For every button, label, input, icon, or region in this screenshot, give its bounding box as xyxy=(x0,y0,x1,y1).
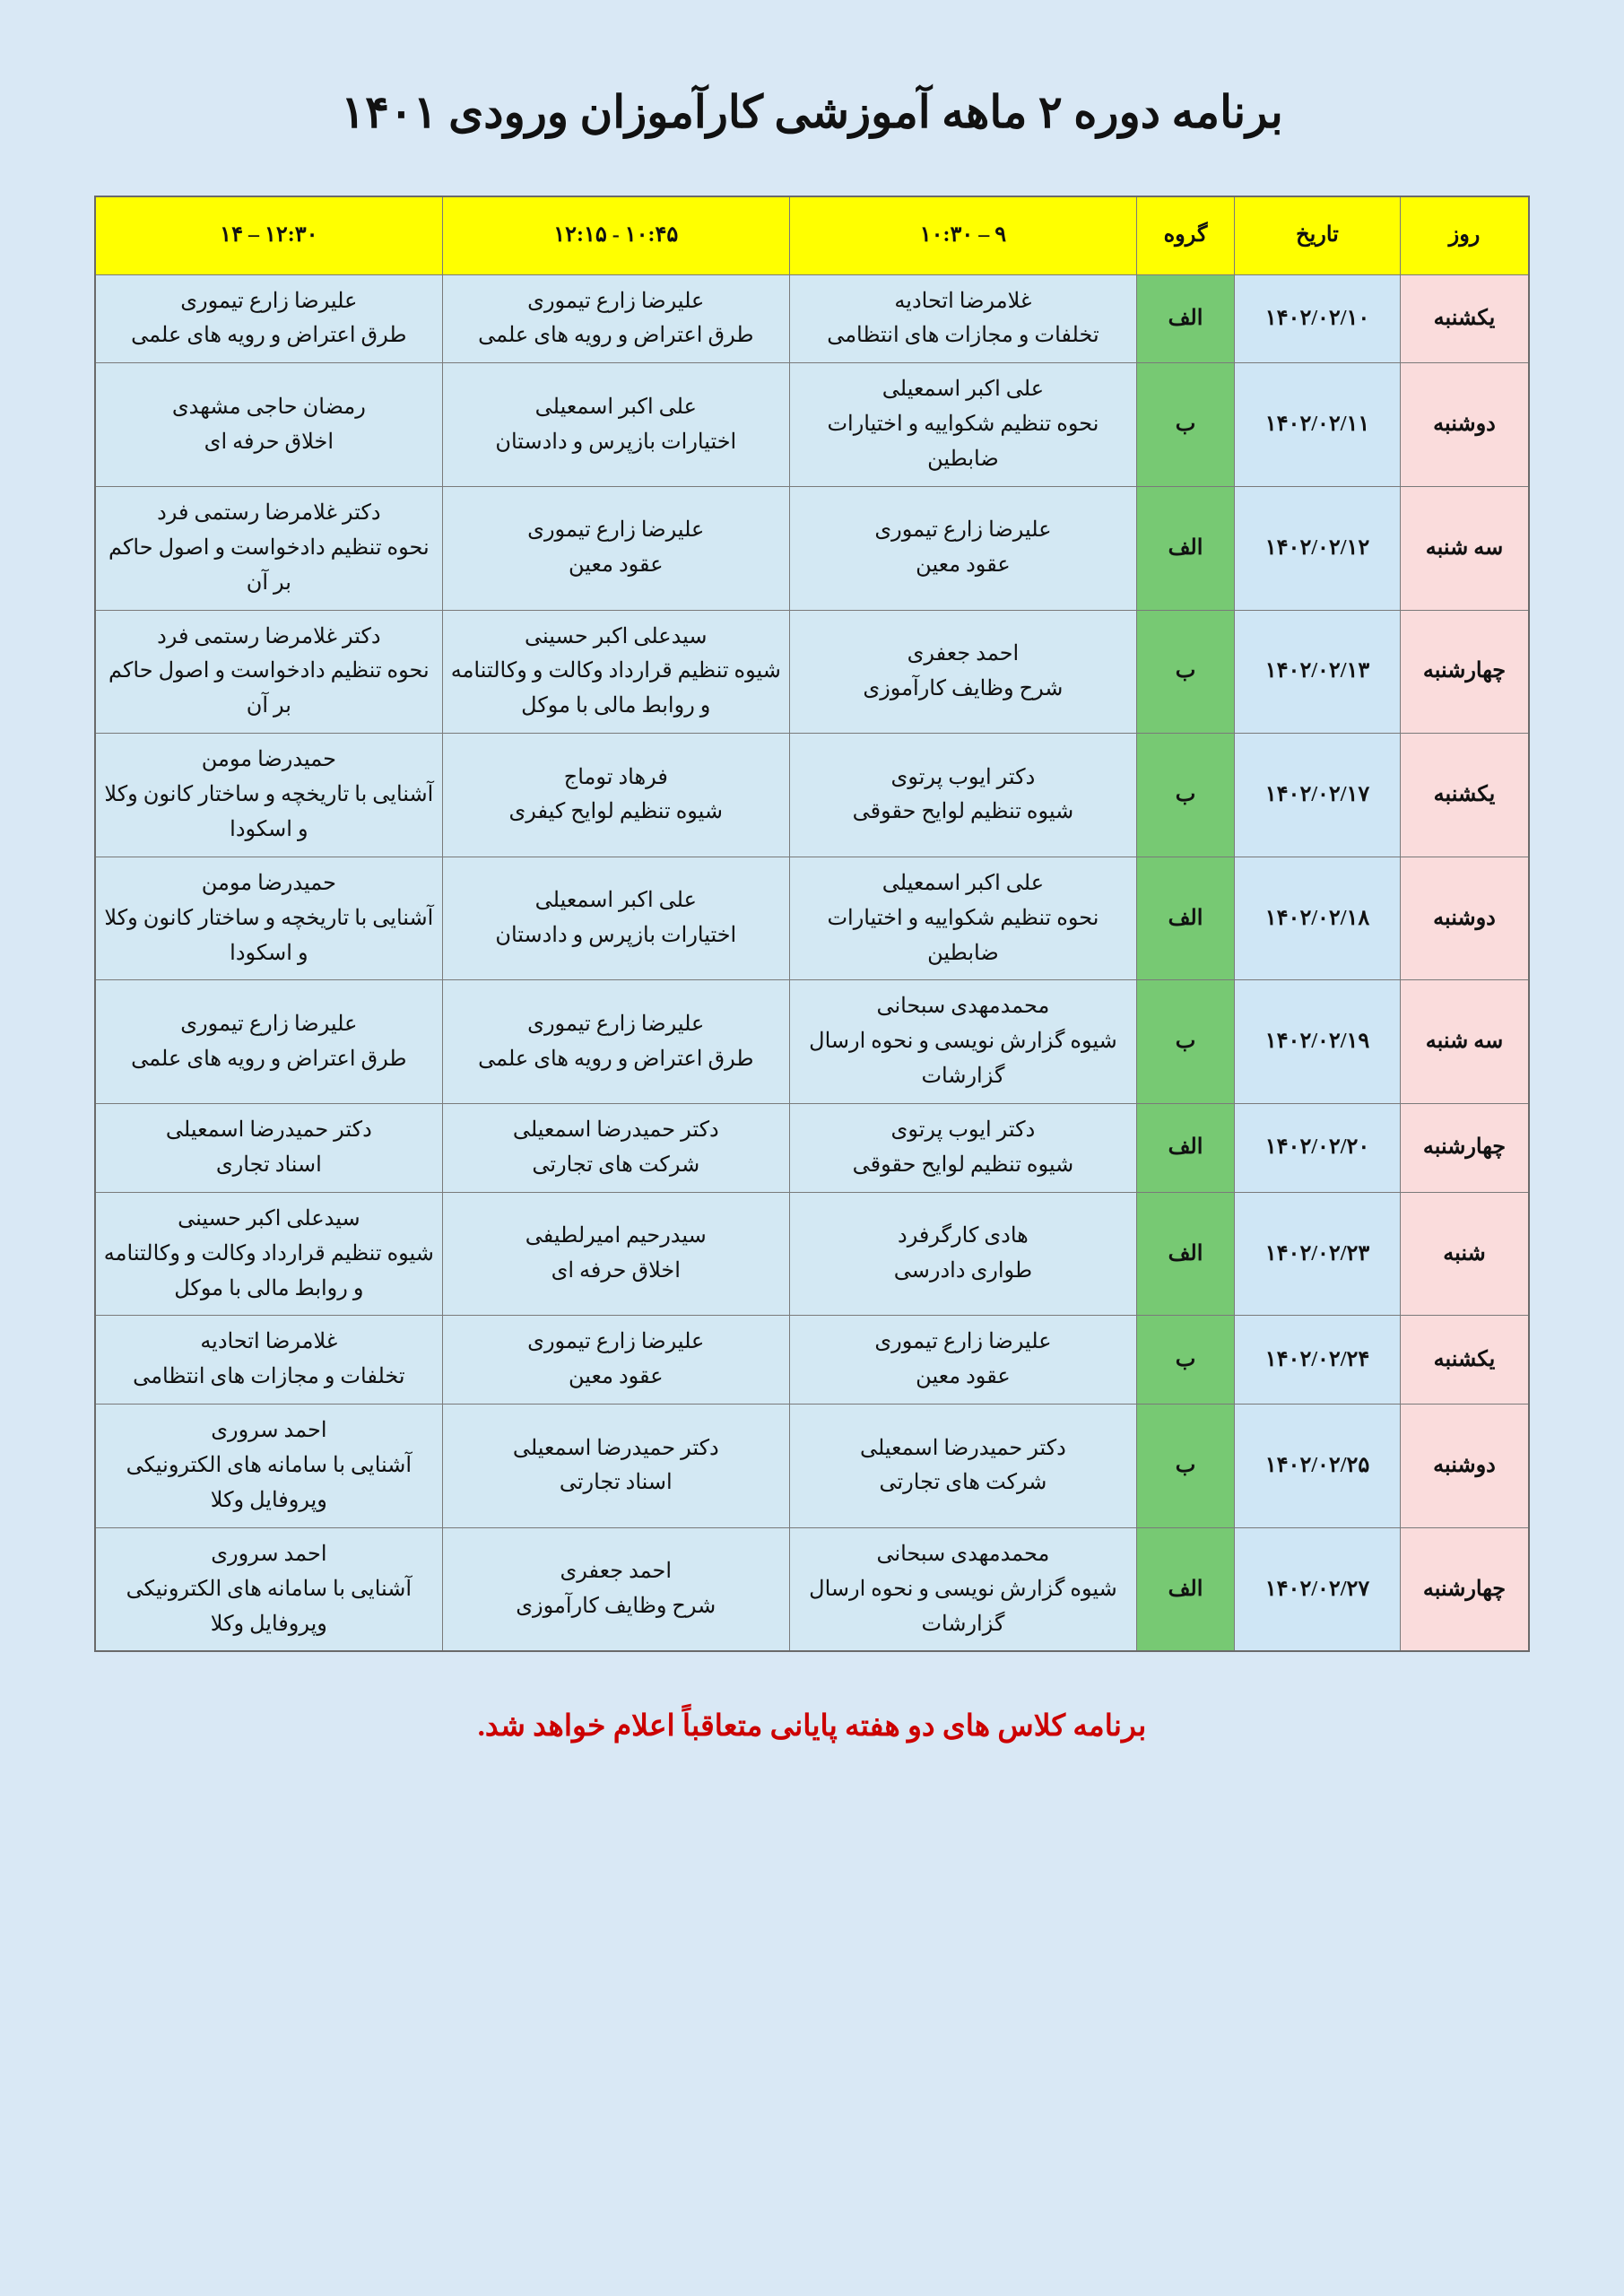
session-topic: شیوه تنظیم قرارداد وکالت و وکالتنامه و روابط مالی با موکل xyxy=(103,1241,434,1300)
session-topic: طرق اعتراض و رویه های علمی xyxy=(131,1047,407,1071)
cell-group: الف xyxy=(1137,1527,1235,1651)
session-teacher: دکتر حمیدرضا اسمعیلی xyxy=(165,1118,372,1142)
cell-session-1 xyxy=(789,1104,1136,1193)
cell-session-3 xyxy=(95,1104,442,1193)
session-teacher: علیرضا زارع تیموری xyxy=(874,518,1052,543)
cell-day: یکشنبه xyxy=(1401,274,1530,363)
session-topic: عقود معین xyxy=(569,553,664,578)
cell-day: شنبه xyxy=(1401,1192,1530,1316)
column-header-date: تاریخ xyxy=(1235,196,1401,275)
cell-day: یکشنبه xyxy=(1401,1316,1530,1405)
session-teacher: محمدمهدی سبحانی xyxy=(876,995,1050,1019)
session-teacher: حمیدرضا مومن xyxy=(201,871,336,895)
cell-session-2 xyxy=(442,980,789,1104)
session-topic: اسناد تجارتی xyxy=(559,1471,673,1495)
cell-date: ۱۴۰۲/۰۲/۱۳ xyxy=(1235,610,1401,734)
session-teacher: علیرضا زارع تیموری xyxy=(180,289,358,313)
session-teacher: دکتر غلامرضا رستمی فرد xyxy=(157,624,381,648)
cell-group: الف xyxy=(1137,1192,1235,1316)
table-row xyxy=(95,857,1529,980)
session-topic: طرق اعتراض و رویه های علمی xyxy=(478,1047,754,1071)
table-row xyxy=(95,610,1529,734)
cell-session-2 xyxy=(442,857,789,980)
session-topic: طرق اعتراض و رویه های علمی xyxy=(478,324,754,348)
cell-group: ب xyxy=(1137,610,1235,734)
session-topic: شیوه تنظیم قرارداد وکالت و وکالتنامه و روابط مالی با موکل xyxy=(450,659,781,718)
cell-session-3 xyxy=(95,1405,442,1528)
cell-date: ۱۴۰۲/۰۲/۱۸ xyxy=(1235,857,1401,980)
session-topic: شرکت های تجارتی xyxy=(879,1471,1047,1495)
table-row xyxy=(95,734,1529,857)
cell-session-2 xyxy=(442,734,789,857)
cell-session-1 xyxy=(789,857,1136,980)
session-topic: آشنایی با تاریخچه و ساختار کانون وکلا و اسکودا xyxy=(104,783,434,841)
session-teacher: علیرضا زارع تیموری xyxy=(180,1012,358,1036)
cell-group: ب xyxy=(1137,980,1235,1104)
session-topic: نحوه تنظیم شکواییه و اختیارات ضابطین xyxy=(827,413,1099,471)
cell-session-1 xyxy=(789,1192,1136,1316)
session-teacher: سیدرحیم امیرلطیفی xyxy=(525,1224,707,1248)
session-teacher: احمد جعفری xyxy=(907,641,1020,665)
cell-day: دوشنبه xyxy=(1401,857,1530,980)
session-topic: آشنایی با سامانه های الکترونیکی وپروفایل وکلا xyxy=(126,1454,413,1512)
cell-session-3 xyxy=(95,610,442,734)
session-teacher: سیدعلی اکبر حسینی xyxy=(178,1206,360,1231)
session-teacher: حمیدرضا مومن xyxy=(201,748,336,772)
table-row xyxy=(95,980,1529,1104)
cell-day: دوشنبه xyxy=(1401,363,1530,487)
cell-session-2 xyxy=(442,1104,789,1193)
session-topic: شرح وظایف کارآموزی xyxy=(863,676,1064,700)
session-topic: طواری دادرسی xyxy=(893,1259,1033,1283)
cell-session-3 xyxy=(95,1192,442,1316)
table-header xyxy=(95,196,1529,275)
table-row xyxy=(95,274,1529,363)
session-topic: شیوه تنظیم لوایح حقوقی xyxy=(852,1152,1074,1177)
session-teacher: دکتر حمیدرضا اسمعیلی xyxy=(512,1118,719,1142)
cell-session-3 xyxy=(95,274,442,363)
session-teacher: دکتر ایوب پرتوی xyxy=(890,765,1036,789)
table-row xyxy=(95,363,1529,487)
session-topic: اختیارات بازپرس و دادستان xyxy=(495,430,737,454)
session-topic: شرح وظایف کارآموزی xyxy=(516,1595,716,1619)
cell-date: ۱۴۰۲/۰۲/۲۳ xyxy=(1235,1192,1401,1316)
cell-session-2 xyxy=(442,486,789,610)
session-topic: شیوه تنظیم لوایح حقوقی xyxy=(852,800,1074,824)
table-row xyxy=(95,486,1529,610)
session-teacher: دکتر حمیدرضا اسمعیلی xyxy=(859,1436,1066,1460)
cell-session-3 xyxy=(95,1316,442,1405)
table-row xyxy=(95,1405,1529,1528)
session-teacher: علیرضا زارع تیموری xyxy=(527,1330,705,1354)
cell-session-3 xyxy=(95,857,442,980)
table-body xyxy=(95,274,1529,1651)
session-teacher: علیرضا زارع تیموری xyxy=(874,1330,1052,1354)
cell-date: ۱۴۰۲/۰۲/۲۵ xyxy=(1235,1405,1401,1528)
table-row xyxy=(95,1316,1529,1405)
cell-date: ۱۴۰۲/۰۲/۲۰ xyxy=(1235,1104,1401,1193)
session-teacher: سیدعلی اکبر حسینی xyxy=(525,624,708,648)
cell-session-2 xyxy=(442,1405,789,1528)
cell-session-1 xyxy=(789,734,1136,857)
footnote: برنامه کلاس های دو هفته پایانی متعاقباً اعلام خواهد شد. xyxy=(477,1710,1147,1744)
cell-date: ۱۴۰۲/۰۲/۱۲ xyxy=(1235,486,1401,610)
cell-date: ۱۴۰۲/۰۲/۲۷ xyxy=(1235,1527,1401,1651)
session-topic: شیوه تنظیم لوایح کیفری xyxy=(508,800,724,824)
schedule-table xyxy=(94,196,1530,1653)
session-topic: اخلاق حرفه ای xyxy=(204,430,334,454)
session-teacher: احمد سروری xyxy=(211,1419,327,1443)
session-topic: عقود معین xyxy=(569,1365,664,1389)
cell-date: ۱۴۰۲/۰۲/۱۰ xyxy=(1235,274,1401,363)
cell-session-2 xyxy=(442,610,789,734)
session-topic: تخلفات و مجازات های انتظامی xyxy=(827,324,1099,348)
session-teacher: غلامرضا اتحادیه xyxy=(894,289,1032,313)
session-topic: شرکت های تجارتی xyxy=(532,1152,700,1177)
column-header-day: روز xyxy=(1401,196,1530,275)
cell-day: دوشنبه xyxy=(1401,1405,1530,1528)
cell-date: ۱۴۰۲/۰۲/۱۷ xyxy=(1235,734,1401,857)
cell-day: چهارشنبه xyxy=(1401,1527,1530,1651)
cell-session-2 xyxy=(442,1316,789,1405)
session-teacher: علی اکبر اسمعیلی xyxy=(881,378,1045,402)
cell-group: الف xyxy=(1137,274,1235,363)
cell-session-1 xyxy=(789,486,1136,610)
session-teacher: علی اکبر اسمعیلی xyxy=(534,395,697,419)
cell-session-2 xyxy=(442,274,789,363)
cell-session-3 xyxy=(95,363,442,487)
session-topic: اسناد تجاری xyxy=(215,1152,322,1177)
session-topic: اختیارات بازپرس و دادستان xyxy=(495,924,737,948)
cell-group: الف xyxy=(1137,857,1235,980)
cell-group: الف xyxy=(1137,486,1235,610)
session-teacher: دکتر غلامرضا رستمی فرد xyxy=(157,500,381,525)
cell-day: سه شنبه xyxy=(1401,980,1530,1104)
cell-day: یکشنبه xyxy=(1401,734,1530,857)
cell-session-1 xyxy=(789,363,1136,487)
session-teacher: محمدمهدی سبحانی xyxy=(876,1542,1050,1566)
session-teacher: دکتر ایوب پرتوی xyxy=(890,1118,1036,1142)
session-teacher: علی اکبر اسمعیلی xyxy=(534,889,697,913)
cell-session-3 xyxy=(95,1527,442,1651)
session-teacher: علیرضا زارع تیموری xyxy=(527,1012,705,1036)
session-topic: طرق اعتراض و رویه های علمی xyxy=(131,324,407,348)
cell-session-3 xyxy=(95,486,442,610)
session-teacher: دکتر حمیدرضا اسمعیلی xyxy=(512,1436,719,1460)
cell-session-3 xyxy=(95,734,442,857)
cell-session-2 xyxy=(442,1192,789,1316)
cell-session-2 xyxy=(442,1527,789,1651)
column-header-session-2: ۱۰:۴۵ - ۱۲:۱۵ xyxy=(442,196,789,275)
session-topic: اخلاق حرفه ای xyxy=(551,1259,681,1283)
cell-date: ۱۴۰۲/۰۲/۱۱ xyxy=(1235,363,1401,487)
table-row xyxy=(95,1527,1529,1651)
table-row xyxy=(95,1192,1529,1316)
cell-group: ب xyxy=(1137,734,1235,857)
cell-session-1 xyxy=(789,980,1136,1104)
cell-session-1 xyxy=(789,1316,1136,1405)
session-topic: نحوه تنظیم شکواییه و اختیارات ضابطین xyxy=(827,906,1099,965)
session-teacher: احمد سروری xyxy=(211,1542,327,1566)
session-topic: شیوه گزارش نویسی و نحوه ارسال گزارشات xyxy=(809,1577,1117,1636)
session-topic: آشنایی با سامانه های الکترونیکی وپروفایل وکلا xyxy=(126,1577,413,1636)
cell-day: چهارشنبه xyxy=(1401,610,1530,734)
cell-group: ب xyxy=(1137,363,1235,487)
cell-group: الف xyxy=(1137,1104,1235,1193)
column-header-group: گروه xyxy=(1137,196,1235,275)
cell-date: ۱۴۰۲/۰۲/۱۹ xyxy=(1235,980,1401,1104)
cell-group: ب xyxy=(1137,1316,1235,1405)
session-topic: شیوه گزارش نویسی و نحوه ارسال گزارشات xyxy=(809,1030,1117,1089)
cell-session-1 xyxy=(789,1527,1136,1651)
session-topic: نحوه تنظیم دادخواست و اصول حاکم بر آن xyxy=(109,659,430,718)
column-header-session-1: ۹ – ۱۰:۳۰ xyxy=(789,196,1136,275)
session-topic: عقود معین xyxy=(916,1365,1011,1389)
session-topic: تخلفات و مجازات های انتظامی xyxy=(133,1365,405,1389)
table-header-row xyxy=(95,196,1529,275)
session-teacher: احمد جعفری xyxy=(560,1560,673,1584)
cell-date: ۱۴۰۲/۰۲/۲۴ xyxy=(1235,1316,1401,1405)
session-teacher: غلامرضا اتحادیه xyxy=(200,1330,338,1354)
cell-session-1 xyxy=(789,274,1136,363)
session-teacher: علی اکبر اسمعیلی xyxy=(881,871,1045,895)
cell-day: چهارشنبه xyxy=(1401,1104,1530,1193)
cell-session-1 xyxy=(789,1405,1136,1528)
session-teacher: فرهاد توماج xyxy=(563,765,668,789)
session-teacher: علیرضا زارع تیموری xyxy=(527,518,705,543)
session-teacher: علیرضا زارع تیموری xyxy=(527,289,705,313)
session-teacher: رمضان حاجی مشهدی xyxy=(171,395,366,419)
cell-session-1 xyxy=(789,610,1136,734)
table-row xyxy=(95,1104,1529,1193)
page-title: برنامه دوره ۲ ماهه آموزشی کارآموزان ورودی ۱۴۰۱ xyxy=(341,87,1283,137)
column-header-session-3: ۱۲:۳۰ – ۱۴ xyxy=(95,196,442,275)
cell-session-3 xyxy=(95,980,442,1104)
cell-group: ب xyxy=(1137,1405,1235,1528)
session-topic: عقود معین xyxy=(916,553,1011,578)
session-topic: آشنایی با تاریخچه و ساختار کانون وکلا و اسکودا xyxy=(104,906,434,965)
cell-session-2 xyxy=(442,363,789,487)
session-topic: نحوه تنظیم دادخواست و اصول حاکم بر آن xyxy=(109,535,430,595)
session-teacher: هادی کارگرفرد xyxy=(898,1224,1029,1248)
cell-day: سه شنبه xyxy=(1401,486,1530,610)
